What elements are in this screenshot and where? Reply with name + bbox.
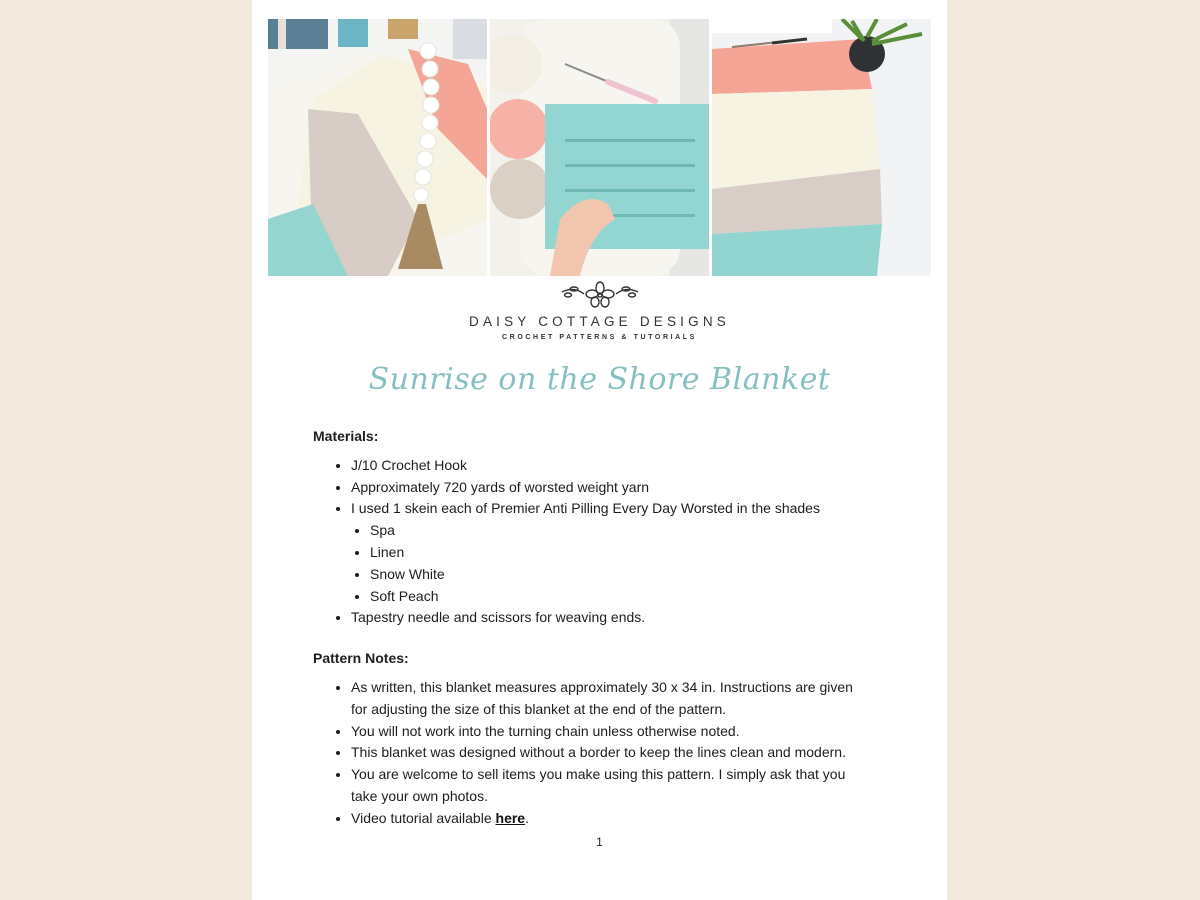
shade-item: • Spa (370, 520, 873, 542)
list-item (351, 498, 873, 607)
document-page (252, 0, 947, 900)
list-item: • Tapestry needle and scissors for weaving ends. (351, 607, 873, 629)
blanket-photo-folded (712, 19, 931, 276)
photo-strip (268, 19, 931, 276)
list-item-text: I used 1 skein each of Premier Anti Pilling Every Day Worsted in the shades (351, 500, 820, 517)
brand-name: DAISY COTTAGE DESIGNS (469, 314, 730, 329)
brand-tagline: CROCHET PATTERNS & TUTORIALS (502, 334, 697, 341)
video-tutorial-link[interactable]: here (495, 809, 526, 826)
materials-list (313, 455, 873, 629)
notes-heading: Pattern Notes: (313, 650, 409, 667)
list-item: • You will not work into the turning chain unless otherwise noted. (351, 721, 873, 743)
shade-item: • Soft Peach (370, 586, 873, 608)
brand-logo (252, 280, 947, 341)
video-prefix: Video tutorial available (351, 809, 496, 826)
notes-list (313, 677, 873, 830)
shade-item: • Snow White (370, 564, 873, 586)
shades-list (351, 520, 873, 607)
list-item: • You are welcome to sell items you make using this pattern. I simply ask that you take your own photos. (351, 764, 873, 808)
list-item (351, 808, 873, 830)
pattern-content (313, 426, 873, 830)
list-item: • J/10 Crochet Hook (351, 455, 873, 477)
list-item: • Approximately 720 yards of worsted weight yarn (351, 477, 873, 499)
shade-item: • Linen (370, 542, 873, 564)
blanket-photo-draped (268, 19, 487, 276)
list-item: • As written, this blanket measures approximately 30 x 34 in. Instructions are given for adjusting the size of this blanket at the end of the pattern. (351, 677, 873, 721)
materials-heading: Materials: (313, 428, 379, 444)
video-suffix: . (525, 809, 529, 826)
page-number: 1 (596, 835, 603, 849)
list-item: • This blanket was designed without a border to keep the lines clean and modern. (351, 742, 873, 764)
blanket-photo-teal-band (490, 19, 709, 276)
pattern-title: Sunrise on the Shore Blanket (368, 362, 831, 397)
flower-sprig-icon (558, 280, 642, 310)
